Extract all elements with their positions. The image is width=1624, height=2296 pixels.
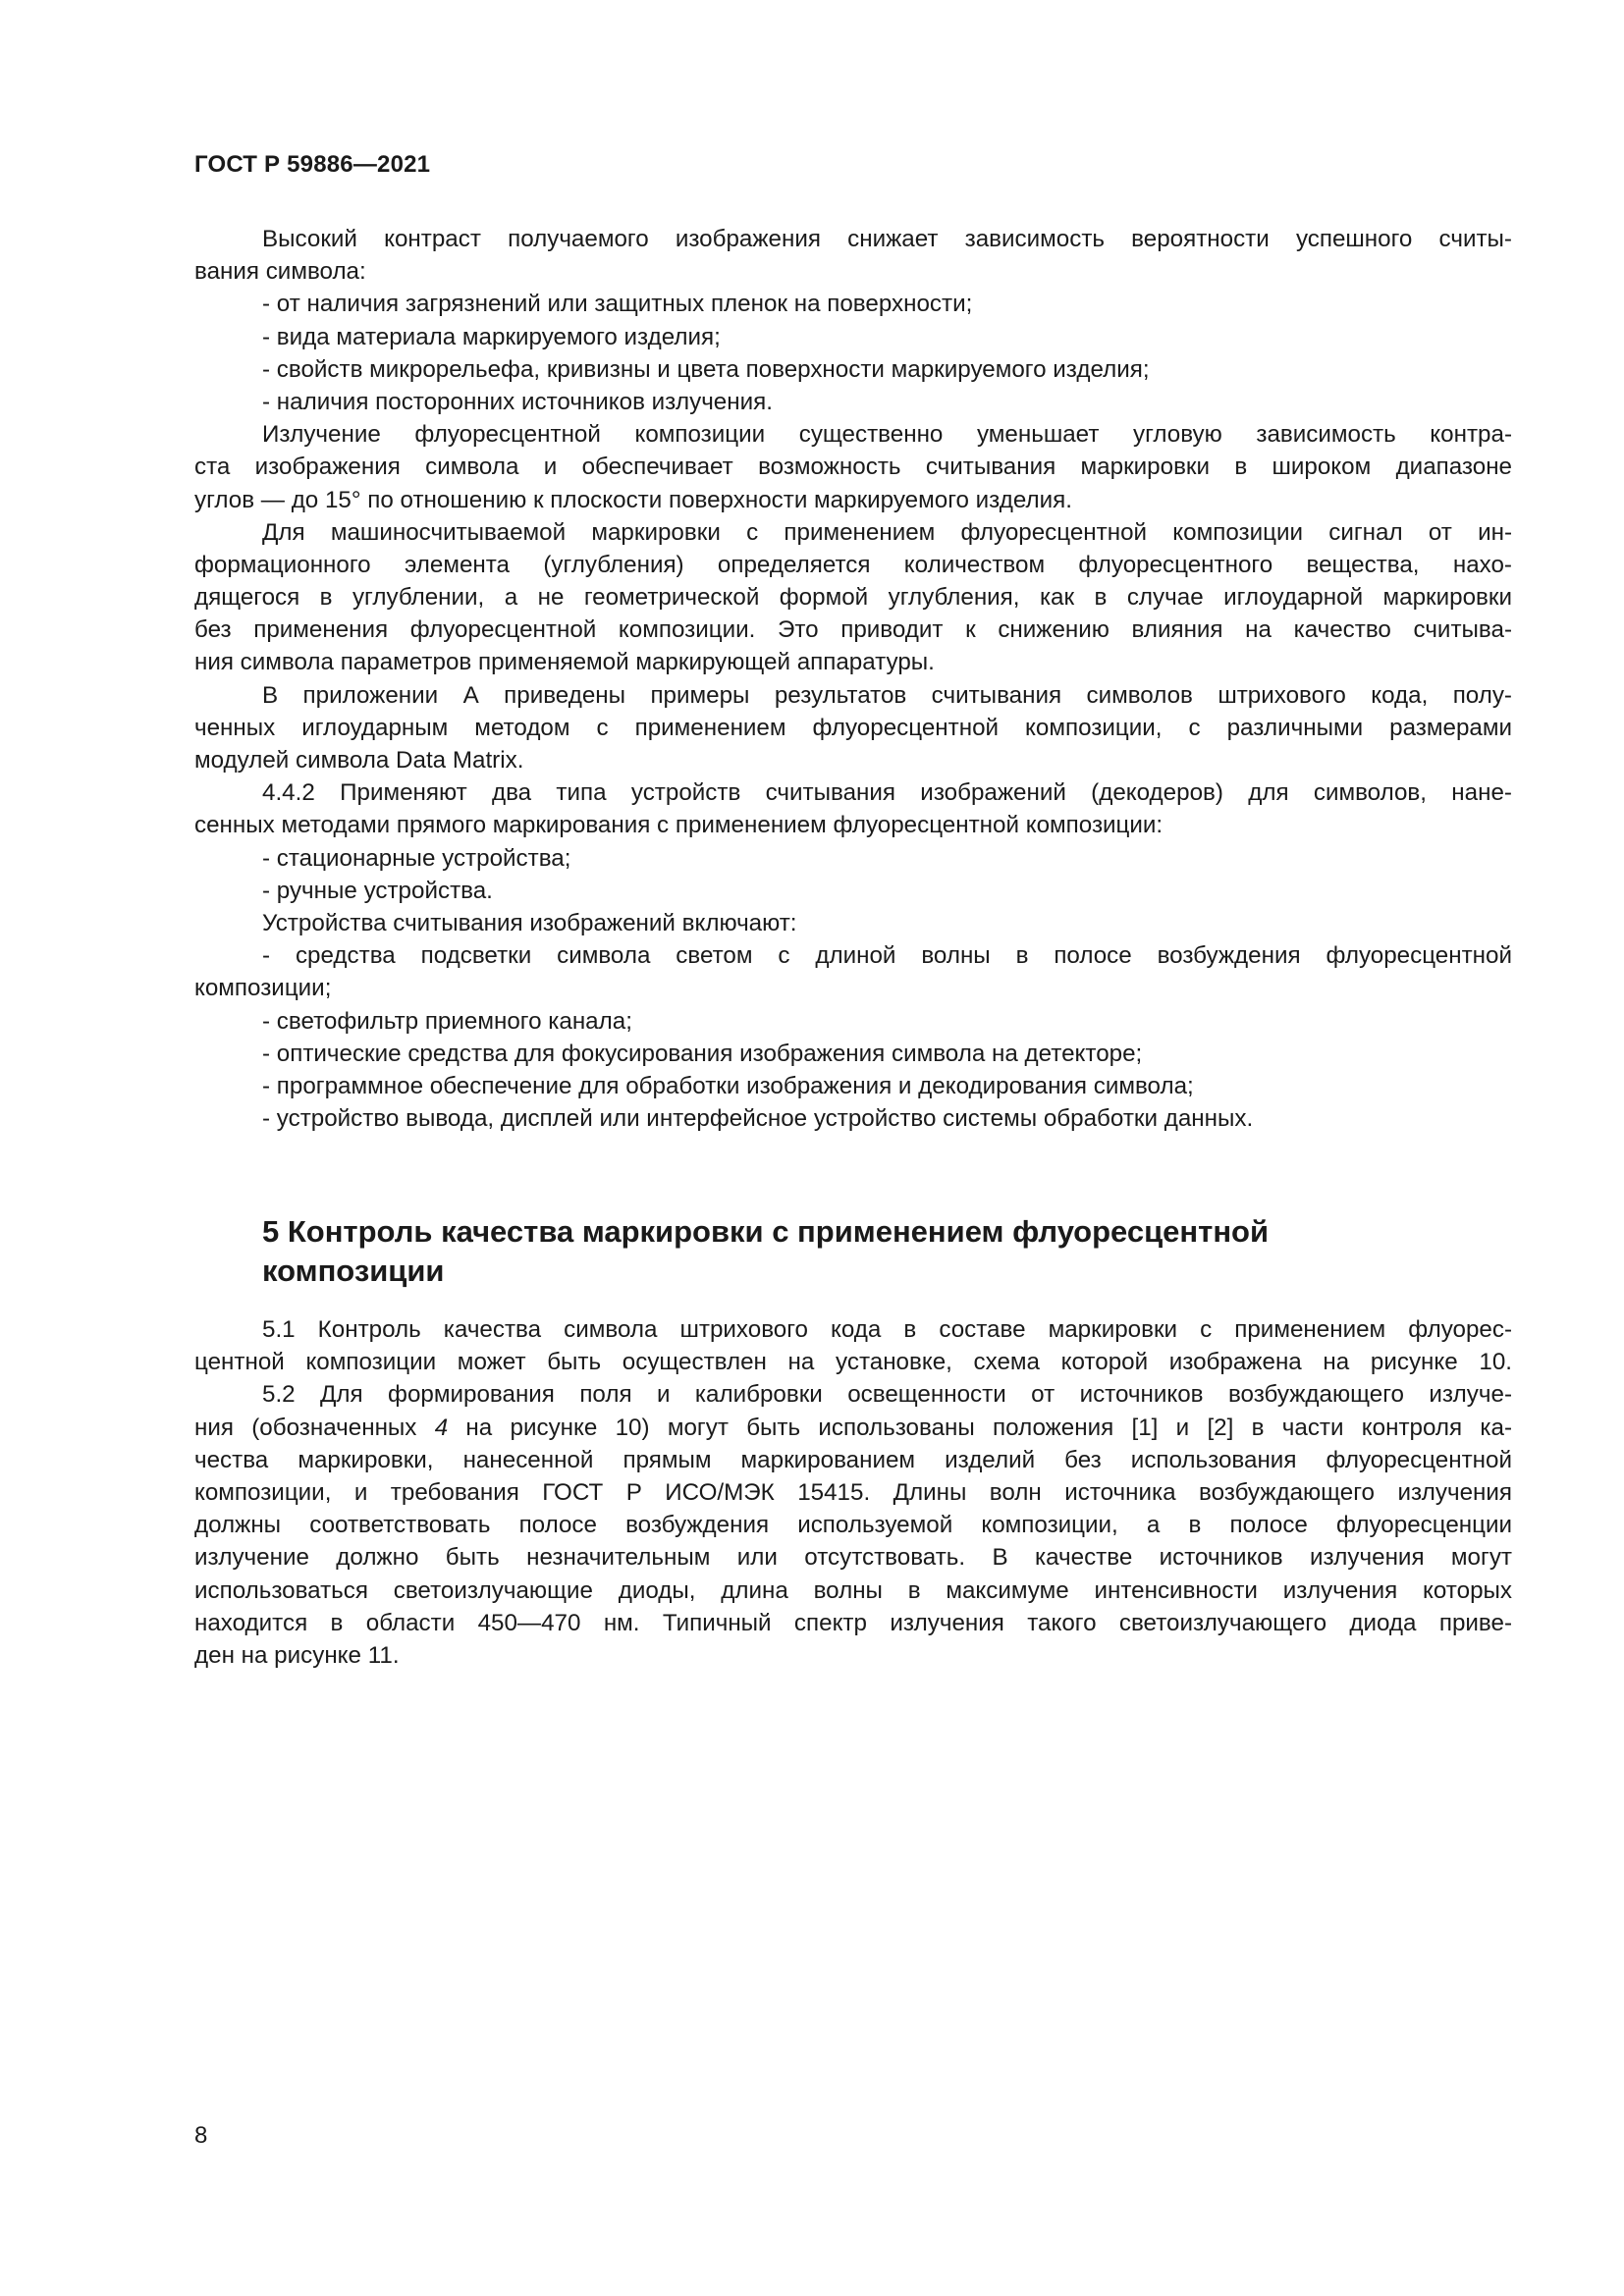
page-number: 8 (194, 2122, 208, 2149)
text-line: Устройства считывания изображений включают: (262, 909, 797, 936)
text-line: - стационарные устройства; (262, 844, 571, 872)
text-line: ния (обозначенных 4 на рисунке 10) могут быть использованы положения [1] и [2] в части контроля ка- (194, 1414, 1513, 1441)
text-line: находится в области 450—470 нм. Типичный спектр излучения такого светоизлучающего диода приве- (194, 1609, 1512, 1636)
text-line: ден на рисунке 11. (194, 1641, 400, 1669)
text-line: 4.4.2 Применяют два типа устройств считывания изображений (декодеров) для символов, нане- (262, 779, 1512, 807)
text-line: В приложении А приведены примеры результатов считывания символов штрихового кода, полу- (262, 681, 1512, 709)
text-line: Для машиносчитываемой маркировки с применением флуоресцентной композиции сигнал от ин- (262, 518, 1512, 546)
text-line: дящегося в углублении, а не геометрической формой углубления, как в случае иглоударной маркировки (194, 584, 1512, 612)
text-line: композиции, и требования ГОСТ Р ИСО/МЭК 15415. Длины волн источника возбуждающего излучения (194, 1478, 1512, 1506)
text-line: излучение должно быть незначительным или отсутствовать. В качестве источников излучения могут (194, 1544, 1512, 1572)
text-line: модулей символа Data Matrix. (194, 747, 524, 774)
body-text-section-4 (194, 223, 1512, 1135)
text-line: - средства подсветки символа светом с длиной волны в полосе возбуждения флуоресцентной (262, 942, 1512, 970)
text-line: - наличия посторонних источников излучения. (262, 388, 773, 415)
text-line: сенных методами прямого маркирования с применением флуоресцентной композиции: (194, 812, 1164, 839)
text-line: - программное обеспечение для обработки изображения и декодирования символа; (262, 1072, 1194, 1099)
section-heading-line: композиции (262, 1254, 445, 1288)
text-line: Излучение флуоресцентной композиции существенно уменьшает угловую зависимость контра- (262, 421, 1512, 449)
text-line: чества маркировки, нанесенной прямым маркированием изделий без использования флуоресцентной (194, 1446, 1512, 1473)
text-line: ста изображения символа и обеспечивает возможность считывания маркировки в широком диапазоне (194, 454, 1512, 481)
text-line: формационного элемента (углубления) определяется количеством флуоресцентного вещества, нахо- (194, 551, 1512, 578)
section-heading-line: 5 Контроль качества маркировки с применением флуоресцентной (262, 1214, 1270, 1249)
body-text-section-5 (194, 1313, 1512, 1672)
text-line: композиции; (194, 975, 332, 1002)
text-line: - свойств микрорельефа, кривизны и цвета поверхности маркируемого изделия; (262, 355, 1150, 383)
text-line: - ручные устройства. (262, 877, 493, 904)
text-line: - светофильтр приемного канала; (262, 1007, 632, 1035)
text-line: 5.2 Для формирования поля и калибровки освещенности от источников возбуждающего излуче- (262, 1381, 1512, 1409)
section-heading (262, 1212, 1489, 1291)
text-line: 5.1 Контроль качества символа штрихового кода в составе маркировки с применением флуорес- (262, 1316, 1512, 1343)
text-line: Высокий контраст получаемого изображения снижает зависимость вероятности успешного считы- (262, 226, 1512, 252)
text-line: центной композиции может быть осуществлен на установке, схема которой изображена на рисунке 10. (194, 1349, 1512, 1376)
text-line: должны соответствовать полосе возбуждения используемой композиции, а в полосе флуоресценции (194, 1512, 1512, 1539)
text-line: - вида материала маркируемого изделия; (262, 323, 721, 350)
text-line: ния символа параметров применяемой маркирующей аппаратуры. (194, 649, 935, 676)
text-line: вания символа: (194, 258, 366, 286)
text-line: - устройство вывода, дисплей или интерфейсное устройство системы обработки данных. (262, 1105, 1254, 1133)
text-line: - оптические средства для фокусирования изображения символа на детекторе; (262, 1040, 1143, 1067)
text-line: использоваться светоизлучающие диоды, длина волны в максимуме интенсивности излучения которых (194, 1576, 1512, 1604)
text-line: углов — до 15° по отношению к плоскости поверхности маркируемого изделия. (194, 486, 1072, 513)
text-line: ченных иглоударным методом с применением флуоресцентной композиции, с различными размерами (194, 714, 1512, 741)
text-line: без применения флуоресцентной композиции. Это приводит к снижению влияния на качество считыва- (194, 616, 1512, 644)
text-line: - от наличия загрязнений или защитных пленок на поверхности; (262, 291, 973, 318)
document-code: ГОСТ Р 59886—2021 (194, 151, 431, 178)
